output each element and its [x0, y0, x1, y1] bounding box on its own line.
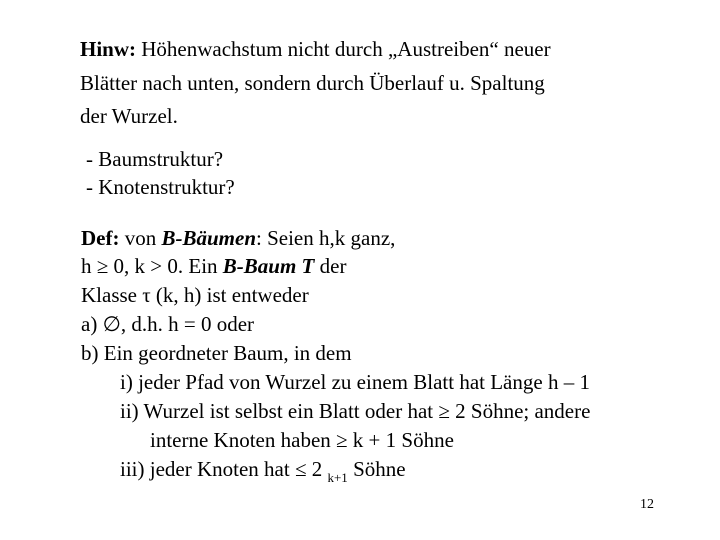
- condition-i: i) jeder Pfad von Wurzel zu einem Blatt hat Länge h – 1: [120, 370, 590, 394]
- definition-intro-rest: : Seien h,k ganz,: [256, 226, 396, 250]
- definition-line-2-rest: der: [314, 254, 347, 278]
- condition-ii-line-1: ii) Wurzel ist selbst ein Blatt oder hat ≥ 2 Söhne; andere: [120, 399, 591, 423]
- condition-iii-rest: Söhne: [347, 457, 406, 481]
- page-number: 12: [640, 497, 654, 512]
- hint-line-1: [80, 37, 551, 61]
- definition-line-2: [81, 254, 346, 278]
- question-tree-structure: - Baumstruktur?: [86, 147, 224, 171]
- definition-label: Def:: [81, 226, 120, 250]
- hint-line-2: Blätter nach unten, sondern durch Überlauf u. Spaltung: [80, 71, 545, 95]
- definition-line-2-text: h ≥ 0, k > 0. Ein: [81, 254, 223, 278]
- condition-iii-text: iii) jeder Knoten hat ≤ 2: [120, 457, 328, 481]
- term-b-baeumen: B-Bäumen: [161, 226, 257, 250]
- question-node-structure: - Knotenstruktur?: [86, 175, 235, 199]
- definition-line-3: Klasse τ (k, h) ist entweder: [81, 283, 309, 307]
- condition-iii-subscript: k+1: [327, 470, 348, 485]
- definition-line-1: [81, 226, 395, 250]
- definition-intro-text: von: [119, 226, 162, 250]
- definition-case-b: b) Ein geordneter Baum, in dem: [81, 341, 352, 365]
- condition-ii-line-2: interne Knoten haben ≥ k + 1 Söhne: [150, 428, 454, 452]
- hint-line-3: der Wurzel.: [80, 104, 178, 128]
- definition-case-a: a) ∅, d.h. h = 0 oder: [81, 312, 255, 336]
- term-b-baum-t: B-Baum T: [222, 254, 315, 278]
- condition-iii: [120, 457, 406, 484]
- hint-label: Hinw:: [80, 37, 137, 61]
- hint-line-1-text: Höhenwachstum nicht durch „Austreiben“ neuer: [136, 37, 551, 61]
